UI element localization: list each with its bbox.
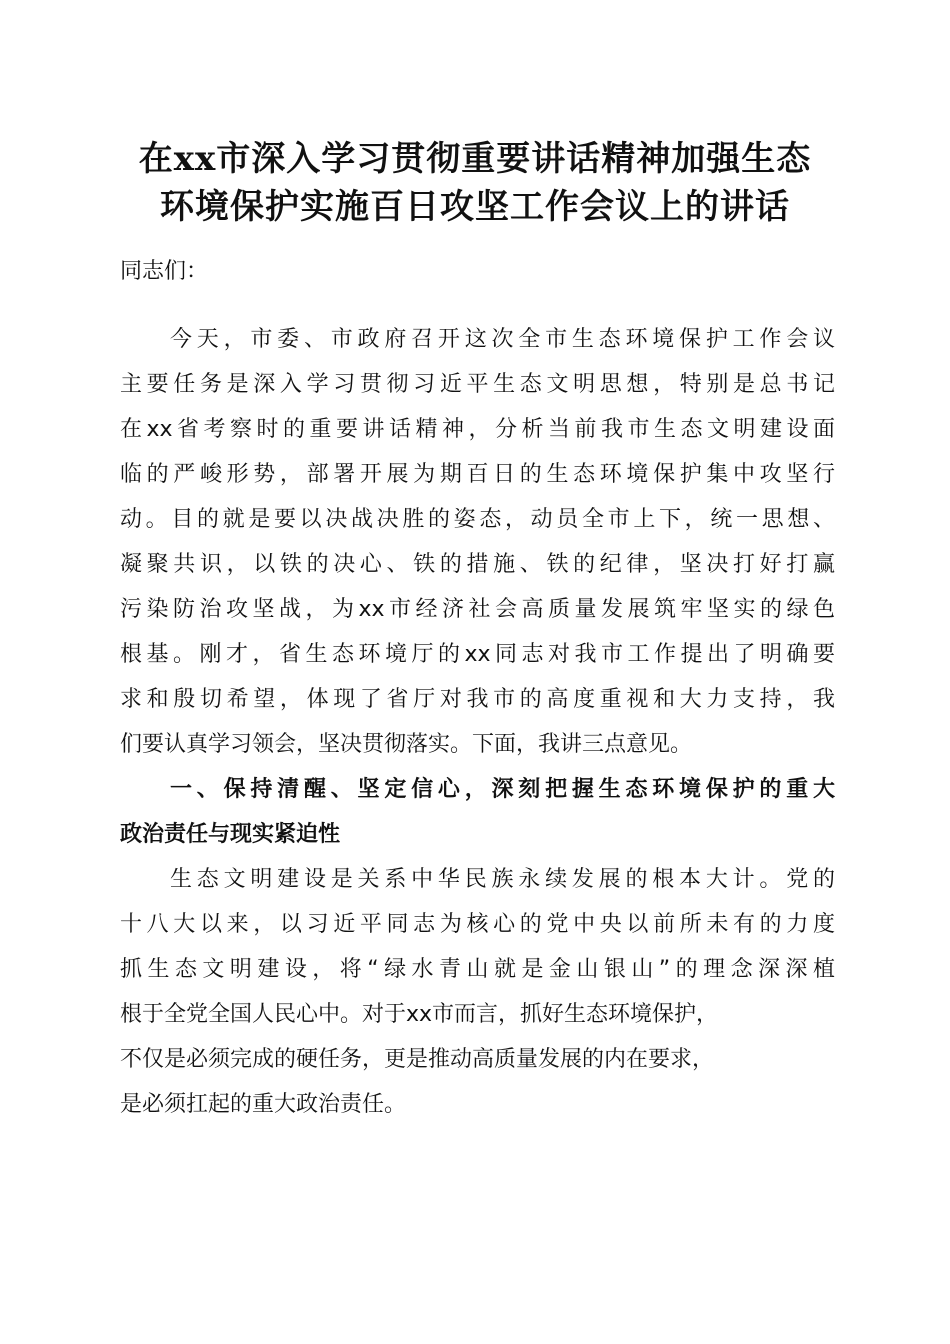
paragraph-2-line-5: 不仅是必须完成的硬任务，更是推动高质量发展的内在要求，: [120, 1047, 715, 1072]
paragraph-1-line-7: 污染防治攻坚战，为xx市经济社会高质量发展筑牢坚实的绿色: [120, 597, 835, 622]
paragraph-2-line-6: 是必须扛起的重大政治责任。: [120, 1092, 407, 1117]
paragraph-2-line-1: 生态文明建设是关系中华民族永续发展的根本大计。党的: [170, 867, 835, 892]
paragraph-2-line-3: 抓生态文明建设，将“绿水青山就是金山银山”的理念深深植: [120, 957, 835, 982]
section-heading-1-line-2: 政治责任与现实紧迫性: [120, 822, 341, 847]
paragraph-2-line-4: 根于全党全国人民心中。对于xx市而言，抓好生态环境保护，: [120, 1002, 719, 1027]
paragraph-1-line-3: 在xx省考察时的重要讲话精神，分析当前我市生态文明建设面: [120, 417, 835, 442]
paragraph-1-line-9: 求和殷切希望，体现了省厅对我市的高度重视和大力支持，我: [120, 687, 835, 712]
document-title-line-1: 在xx市深入学习贯彻重要讲话精神加强生态: [138, 139, 812, 179]
salutation: 同志们：: [120, 259, 209, 284]
paragraph-1-line-6: 凝聚共识，以铁的决心、铁的措施、铁的纪律，坚决打好打赢: [120, 552, 835, 577]
document-title-line-2: 环境保护实施百日攻坚工作会议上的讲话: [160, 187, 790, 227]
paragraph-1-line-1: 今天，市委、市政府召开这次全市生态环境保护工作会议: [170, 327, 835, 352]
paragraph-1-line-4: 临的严峻形势，部署开展为期百日的生态环境保护集中攻坚行: [120, 462, 835, 487]
paragraph-1-line-10: 们要认真学习领会，坚决贯彻落实。下面，我讲三点意见。: [120, 732, 693, 757]
paragraph-2-line-2: 十八大以来，以习近平同志为核心的党中央以前所未有的力度: [120, 912, 835, 937]
paragraph-1-line-2: 主要任务是深入学习贯彻习近平生态文明思想，特别是总书记: [120, 372, 835, 397]
paragraph-1-line-8: 根基。刚才，省生态环境厅的xx同志对我市工作提出了明确要: [120, 642, 835, 667]
paragraph-1-line-5: 动。目的就是要以决战决胜的姿态，动员全市上下，统一思想、: [120, 507, 835, 532]
section-heading-1-line-1: 一、保持清醒、坚定信心，深刻把握生态环境保护的重大: [170, 777, 835, 802]
